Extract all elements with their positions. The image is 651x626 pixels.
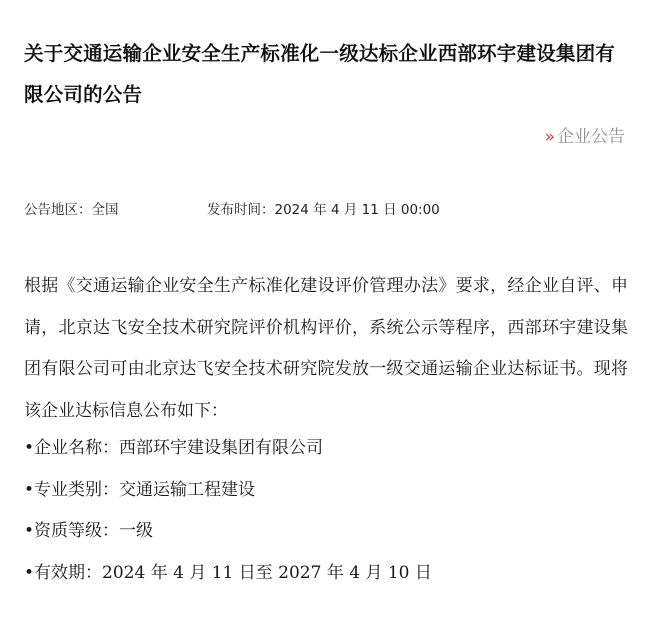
publish-time: 发布时间：2024 年 4 月 11 日 00:00 — [207, 202, 440, 218]
announcement-body: 根据《交通运输企业安全生产标准化建设评价管理办法》要求，经企业自评、申请，北京达飞安全技术研究院评价机构评价，系统公示等程序，西部环宇建设集团有限公司可由北京达飞安全技术研究院发放一级交通运输企业达标证书。现将该企业达标信息公布如下： — [24, 276, 628, 421]
list-item-validity: •有效期：2024 年 4 月 11 日至 2027 年 4 月 10 日 — [24, 562, 432, 583]
announcement-title: 关于交通运输企业安全生产标准化一级达标企业西部环宇建设集团有限公司的公告 — [24, 42, 616, 106]
announcement-region: 公告地区：全国 — [24, 202, 119, 218]
category-link[interactable] — [545, 125, 625, 149]
announcement-meta — [24, 200, 440, 220]
list-item-enterprise-name: •企业名称：西部环宇建设集团有限公司 — [24, 438, 324, 458]
category-label: 企业公告 — [557, 127, 625, 147]
enterprise-info-list — [24, 428, 432, 594]
list-item-grade: •资质等级：一级 — [24, 521, 154, 541]
double-chevron-right-icon: » — [544, 127, 555, 147]
list-item-specialty: •专业类别：交通运输工程建设 — [24, 479, 256, 500]
